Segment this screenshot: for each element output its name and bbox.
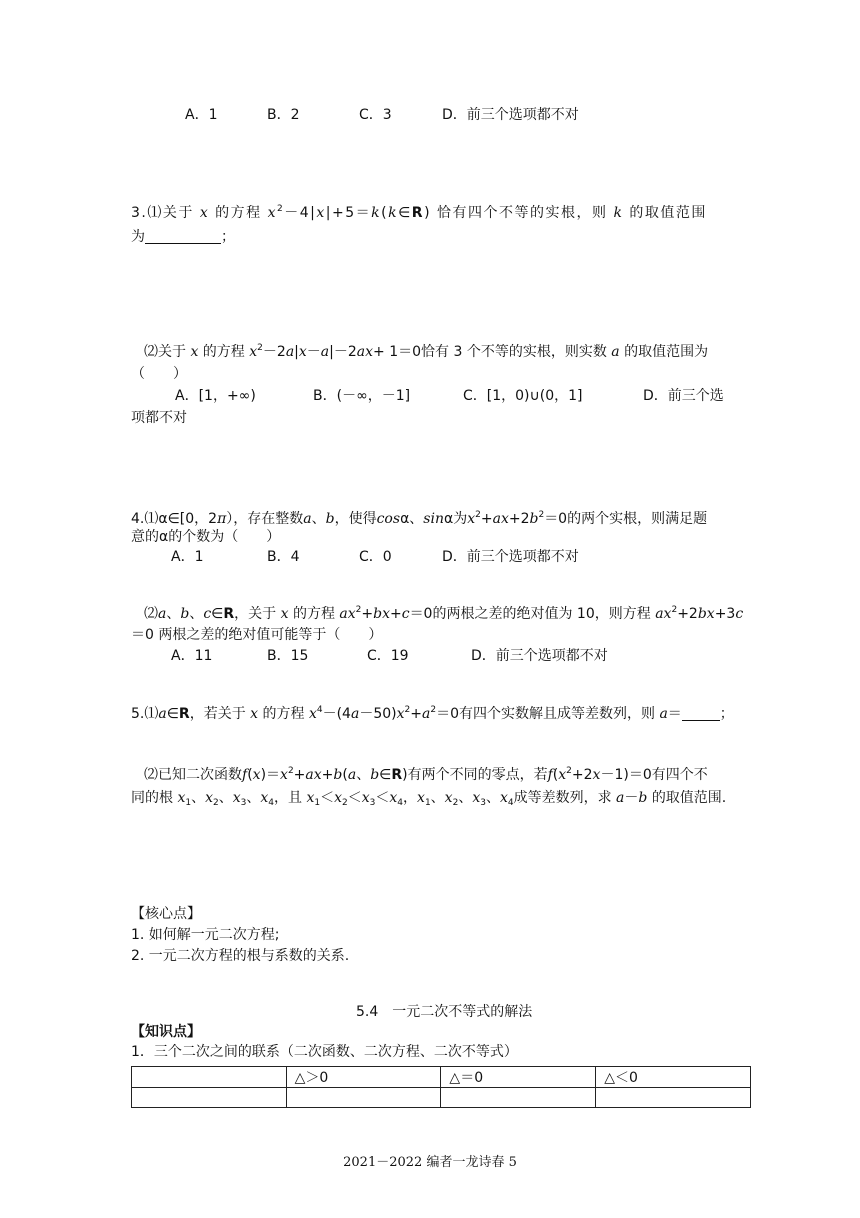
- answer-blank[interactable]: [682, 706, 720, 721]
- option-b: B．(－∞，－1]: [313, 388, 411, 404]
- table-cell: [132, 1067, 287, 1088]
- table-cell: [286, 1088, 441, 1108]
- page-footer: 2021－2022 编者一龙诗春 5: [343, 1155, 517, 1170]
- q5-part2-line1: ⑵已知二次函数$f(x)=x^2+ax+b(a$、b∈R)有两个不同的零点，若$f(x^2+2x-1)=0$有四个不: [144, 766, 708, 783]
- option-d-continued: 项都不对: [131, 410, 187, 426]
- option-d: D．前三个选项都不对: [471, 648, 608, 664]
- section-title: 5.4 一元二次不等式的解法: [356, 1004, 533, 1020]
- option-d: D．前三个选项都不对: [442, 549, 579, 565]
- answer-blank[interactable]: [145, 229, 221, 244]
- option-d: D．前三个选: [643, 388, 724, 404]
- q3-part1-line1: 3.⑴关于 x 的方程 $x^2-4|x|+5=k(k\in R)$ 恰有四个不等的实根，则 k 的取值范围: [131, 204, 707, 221]
- option-a: A．1: [185, 107, 218, 123]
- option-c: C．0: [359, 549, 392, 565]
- option-d: D．前三个选项都不对: [442, 107, 579, 123]
- table-cell: △＝0: [441, 1067, 596, 1088]
- q4-part2-line1: ⑵a、b、c∈R，关于 x 的方程 $ax^2+bx+c=0$的两根之差的绝对值为 10，则方程 $ax^2+2bx+3c$: [144, 605, 744, 622]
- option-c: C．[1，0)∪(0，1]: [463, 388, 583, 404]
- table-cell: [441, 1088, 596, 1108]
- q3-part1-line2: 为 ；: [131, 229, 235, 245]
- q5-part1: 5.⑴a∈R，若关于 x 的方程 $x^4-(4a-50)x^2+a^2=0$有四个实数解且成等差数列，则 a＝ ；: [131, 705, 734, 722]
- q3-label: 3.⑴关于: [131, 205, 194, 221]
- table-row: [132, 1088, 751, 1108]
- core-item-1: 1. 如何解一元二次方程;: [131, 927, 280, 943]
- option-b: B．4: [267, 549, 300, 565]
- table-cell: [132, 1088, 287, 1108]
- table-cell: △＞0: [286, 1067, 441, 1088]
- comparison-table: [131, 1066, 751, 1108]
- q5-part2-line2: 同的根 $x_1$、$x_2$、$x_3$、$x_4$，且 $x_1<x_2<x_3<x_4$，$x_1$、$x_2$、$x_3$、$x_4$成等差数列，求 a－b 的取值范围.: [131, 790, 727, 808]
- option-a: A．[1，+∞): [175, 388, 256, 404]
- table-cell: [596, 1088, 751, 1108]
- table-row: [132, 1067, 751, 1088]
- option-a: A．1: [171, 549, 204, 565]
- knowledge-heading: 【知识点】: [131, 1024, 201, 1040]
- table-cell: △＜0: [596, 1067, 751, 1088]
- option-b: B．2: [267, 107, 300, 123]
- option-a: A．11: [171, 648, 213, 664]
- q3-part2-line2: （ ）: [131, 366, 187, 382]
- core-item-2: 2. 一元二次方程的根与系数的关系.: [131, 948, 350, 964]
- q4-part1-line1: 4.⑴α∈[0，2π），存在整数a、b，使得cosα、sinα为$x^2+ax+2b^2=0$的两个实根，则满足题: [131, 510, 708, 527]
- option-c: C．19: [367, 648, 409, 664]
- option-c: C．3: [359, 107, 392, 123]
- option-b: B．15: [267, 648, 309, 664]
- q4-part2-line2: ＝0 两根之差的绝对值可能等于（ ）: [131, 627, 383, 643]
- q4-part1-line2: 意的α的个数为（ ）: [131, 529, 281, 545]
- q3-part2-line1: ⑵关于 x 的方程 $x^2-2a|x-a|-2ax+ 1=0$恰有 3 个不等的实根，则实数 a 的取值范围为: [144, 343, 709, 360]
- knowledge-item-1: 1．三个二次之间的联系（二次函数、二次方程、二次不等式）: [131, 1044, 518, 1060]
- core-heading: 【核心点】: [131, 906, 201, 922]
